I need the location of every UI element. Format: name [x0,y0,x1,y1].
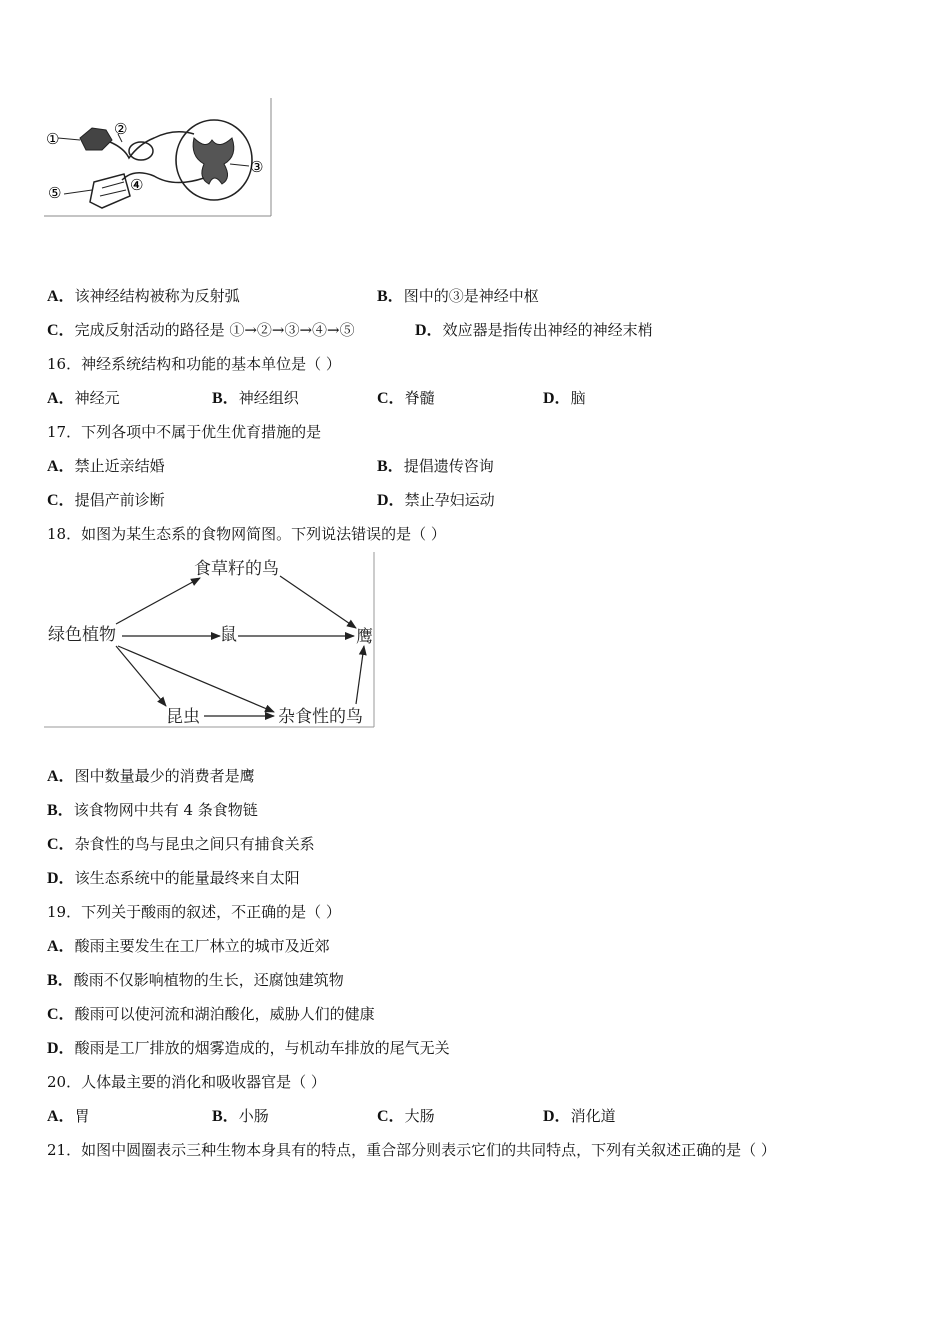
label-4: ④ [130,176,144,194]
q19-option-c: C．酸雨可以使河流和湖泊酸化，威胁人们的健康 [47,1005,375,1023]
q18-option-b: B．该食物网中共有 4 条食物链 [47,801,258,819]
q18-option-c: C．杂食性的鸟与昆虫之间只有捕食关系 [47,835,315,853]
node-green-plant: 绿色植物 [48,625,116,645]
q18-stem: 18．如图为某生态系的食物网简图。下列说法错误的是（ ） [47,525,446,543]
q19-option-b: B．酸雨不仅影响植物的生长，还腐蚀建筑物 [47,971,344,989]
label-1: ① [46,130,60,148]
q17-option-d: D．禁止孕妇运动 [377,491,495,509]
node-omnivore-bird: 杂食性的鸟 [278,707,363,727]
arrow-plant-to-seedbird [116,578,200,624]
q18-option-a: A．图中数量最少的消费者是鹰 [47,767,255,785]
label-5: ⑤ [48,184,62,202]
q15-option-c: C．完成反射活动的路径是 ①→②→③→④→⑤ [47,321,355,339]
food-web-figure [44,552,376,728]
arrow-plant-to-omnivorebird [118,646,274,712]
q16-option-b: B．神经组织 [212,389,299,407]
reflex-arc-figure [44,98,272,217]
q17-option-b: B．提倡遗传咨询 [377,457,494,475]
q20-option-d: D．消化道 [543,1107,616,1125]
arrow-seedbird-to-eagle [280,576,356,628]
food-web-diagram [44,552,376,728]
q16-option-a: A．神经元 [47,389,120,407]
q20-stem: 20．人体最主要的消化和吸收器官是（ ） [47,1073,326,1091]
grey-matter [193,138,234,184]
q16-option-c: C．脊髓 [377,389,435,407]
q20-option-c: C．大肠 [377,1107,435,1125]
q15-option-b: B．图中的③是神经中枢 [377,287,539,305]
node-insect: 昆虫 [166,707,200,727]
q15-option-d: D．效应器是指传出神经的神经末梢 [415,321,653,339]
node-eagle: 鹰 [356,627,373,647]
q17-option-c: C．提倡产前诊断 [47,491,165,509]
label-3: ③ [250,158,264,176]
q16-stem: 16．神经系统结构和功能的基本单位是（ ） [47,355,341,373]
label-2: ② [114,120,128,138]
q17-stem: 17．下列各项中不属于优生优育措施的是 [47,423,322,441]
q19-option-a: A．酸雨主要发生在工厂林立的城市及近郊 [47,937,330,955]
q19-option-d: D．酸雨是工厂排放的烟雾造成的，与机动车排放的尾气无关 [47,1039,450,1057]
q17-option-a: A．禁止近亲结婚 [47,457,165,475]
arrow-omnivorebird-to-eagle [356,646,364,704]
arrow-plant-to-insect [116,646,166,706]
q19-stem: 19．下列关于酸雨的叙述，不正确的是（ ） [47,903,341,921]
node-seed-bird: 食草籽的鸟 [194,559,279,579]
q16-option-d: D．脑 [543,389,586,407]
q18-option-d: D．该生态系统中的能量最终来自太阳 [47,869,300,887]
q20-option-b: B．小肠 [212,1107,269,1125]
q21-stem: 21．如图中圆圈表示三种生物本身具有的特点，重合部分则表示它们的共同特点，下列有关叙述正确的是（ ） [47,1141,776,1159]
node-mouse: 鼠 [220,625,237,645]
receptor [80,128,112,150]
q15-option-a: A．该神经结构被称为反射弧 [47,287,240,305]
q20-option-a: A．胃 [47,1107,90,1125]
reflex-arc-diagram [44,98,272,217]
